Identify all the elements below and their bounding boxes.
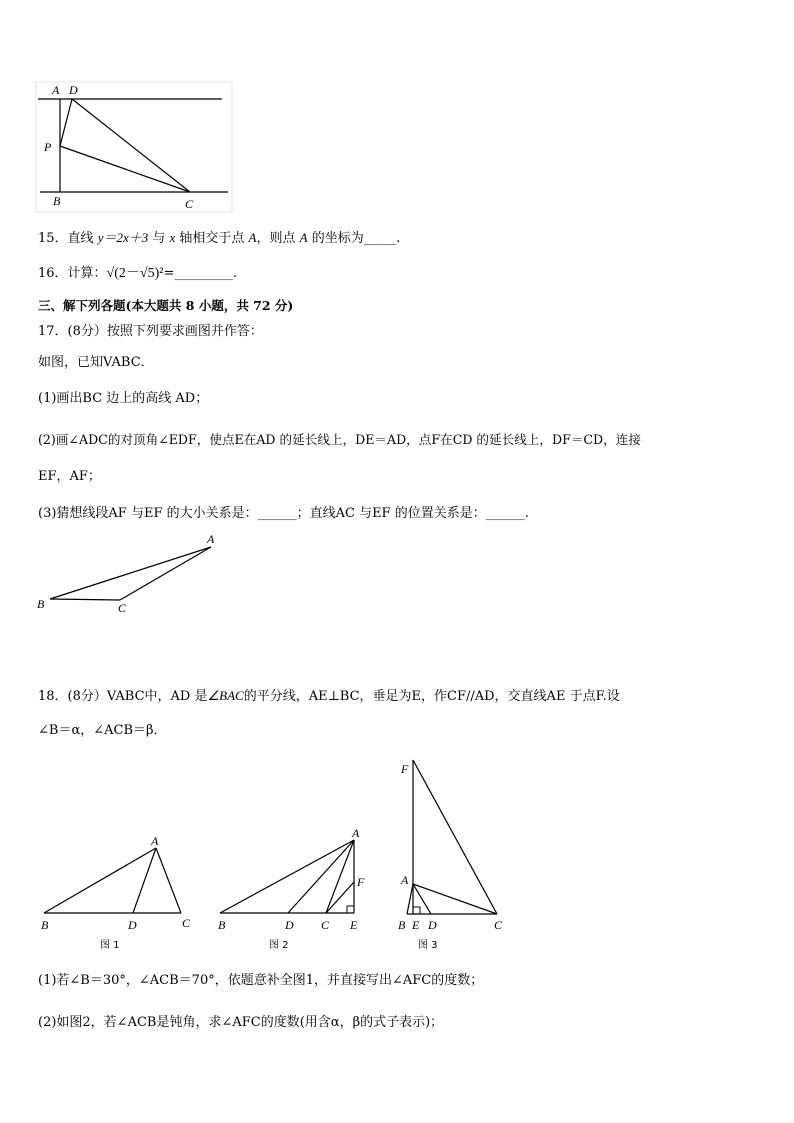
q18-part1: (1)若∠B＝30°，∠ACB＝70°，依题意补全图1，并直接写出∠AFC的度数； — [38, 973, 484, 988]
fig3-segment-ad — [413, 884, 431, 914]
section-3-heading: 三、解下列各题(本大题共 8 小题，共 72 分) — [38, 298, 294, 313]
figure-1 — [41, 834, 191, 951]
fig1-segment-ba — [44, 848, 156, 913]
fig3-label-f: F — [401, 762, 409, 776]
fig1-label-c: C — [182, 916, 191, 930]
fig3-label-d: D — [428, 918, 437, 932]
fig3-label-c: C — [494, 918, 503, 932]
label-a: A — [207, 532, 215, 546]
figure-2 — [218, 826, 365, 951]
fig1-segment-ac — [156, 848, 181, 913]
fig2-segment-ad — [288, 840, 354, 913]
q15-suffix: 的坐标为_____. — [307, 231, 401, 246]
q18-line1-start: 18．(8分）VABC中，AD 是 — [38, 689, 208, 704]
q15-mid: 与 — [148, 231, 170, 246]
q15-mid3: ，则点 — [256, 231, 300, 246]
fig2-label-d: D — [285, 918, 294, 932]
label-p: P — [44, 140, 52, 154]
label-a: A — [52, 83, 60, 97]
fig3-segment-fc — [413, 760, 497, 914]
fig3-label-a: A — [401, 873, 409, 887]
q15-x: x — [169, 230, 176, 245]
label-c: C — [118, 601, 127, 615]
figure-3 — [398, 760, 503, 951]
q17-intro: 17．(8分）按照下列要求画图并作答： — [38, 324, 263, 339]
label-c: C — [185, 197, 194, 211]
fig1-caption: 图 1 — [100, 940, 120, 951]
q16-prefix: 16．计算： — [38, 266, 107, 281]
fig2-right-angle-mark — [347, 906, 354, 913]
fig2-segment-ac — [326, 840, 354, 913]
fig2-label-f: F — [357, 875, 365, 889]
q15-a2: A — [299, 230, 308, 245]
fig1-label-d: D — [128, 918, 137, 932]
q16-suffix: =_________. — [163, 266, 237, 281]
fig2-label-e: E — [350, 918, 358, 932]
q18-line1-end: 的平分线，AE⊥BC，垂足为E，作CF//AD，交直线AE 于点F.设 — [243, 689, 620, 704]
q15-prefix: 15．直线 — [38, 231, 98, 246]
fig2-label-c: C — [321, 918, 330, 932]
fig3-right-angle-mark — [413, 907, 420, 914]
q16-expression: √(2－√5)² — [106, 266, 164, 281]
q18-line2: ∠B＝α，∠ACB＝β． — [38, 723, 167, 738]
fig1-label-b: B — [41, 918, 49, 932]
fig2-segment-cf — [326, 882, 354, 913]
label-b: B — [37, 597, 45, 611]
fig3-label-b: B — [398, 918, 406, 932]
q17-part1: (1)画出BC 边上的高线 AD； — [38, 391, 209, 406]
q15-a1: A — [248, 230, 257, 245]
q17-part2-line1: (2)画∠ADC的对顶角∠EDF，使点E在AD 的延长线上，DE＝AD，点F在CD 的延长线上，DF＝CD，连接 — [38, 432, 641, 447]
q18-angle-bac: ∠BAC — [207, 688, 244, 703]
q18-part2: (2)如图2，若∠ACB是钝角，求∠AFC的度数(用含α，β的式子表示)； — [38, 1015, 444, 1030]
fig3-segment-ba — [407, 884, 413, 914]
fig2-label-b: B — [218, 918, 226, 932]
q15-equation: y＝2x＋3 — [97, 230, 149, 245]
q17-part3: (3)猜想线段AF 与EF 的大小关系是：______；直线AC 与EF 的位置关系是：______. — [38, 506, 529, 521]
fig3-label-e: E — [412, 918, 420, 932]
fig1-segment-ad — [133, 848, 156, 913]
fig1-label-a: A — [151, 834, 159, 848]
label-b: B — [53, 194, 61, 208]
label-d: D — [69, 83, 78, 97]
fig2-segment-ba — [220, 840, 354, 913]
q17-given: 如图，已知VABC． — [38, 355, 154, 370]
fig3-segment-ac — [413, 884, 497, 914]
fig2-caption: 图 2 — [269, 940, 289, 951]
q15-mid2: 轴相交于点 — [175, 231, 249, 246]
fig2-label-a: A — [352, 826, 360, 840]
q17-part2-line2: EF，AF； — [38, 469, 101, 484]
fig3-caption: 图 3 — [418, 940, 438, 951]
